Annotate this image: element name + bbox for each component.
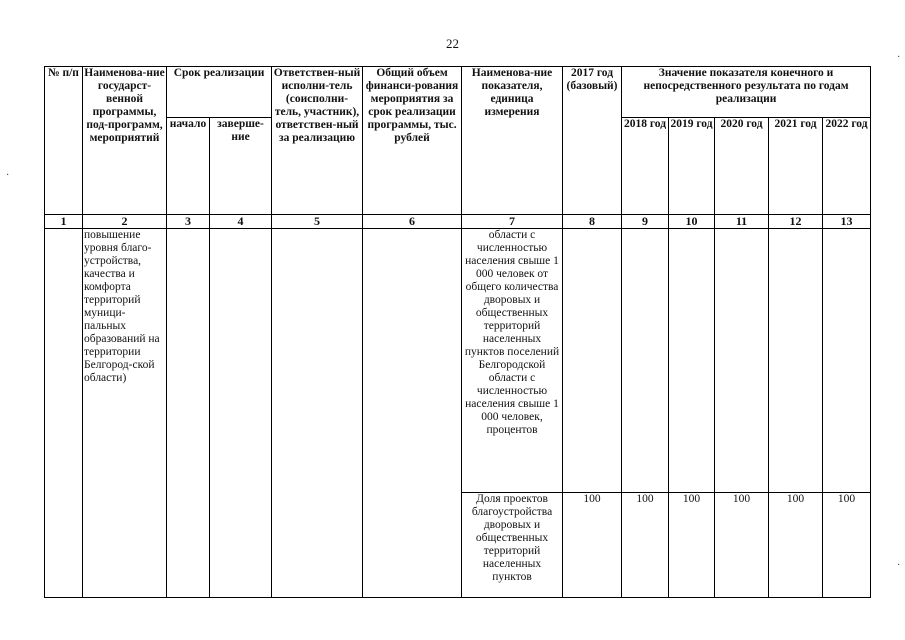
column-number-row [45, 215, 871, 229]
cell-funding [363, 229, 462, 598]
cell-value-2018: 100 [622, 493, 669, 598]
header-term: Срок реализации [167, 67, 272, 118]
margin-mark: · [897, 560, 901, 571]
cell-value-2020: 100 [715, 493, 769, 598]
cell-value-2018 [622, 229, 669, 493]
column-number: 13 [823, 215, 871, 229]
cell-indicator: области с численностью населения свыше 1 000 человек от общего количества дворовых и общественных территорий населенных пунктов поселений Белгородской области с численностью населения свыше 1 000 человек, процентов [462, 229, 563, 493]
cell-program-name: повышение уровня благо-устройства, качества и комфорта территорий муници-пальных образований на территории Белгород-ской области) [83, 229, 167, 598]
cell-base-year: 100 [563, 493, 622, 598]
header-responsible: Ответствен-ный исполни-тель (соисполни-тель, участник), ответствен-ный за реализацию [272, 67, 363, 215]
margin-mark: · [6, 170, 10, 181]
column-number: 4 [210, 215, 272, 229]
column-number: 3 [167, 215, 210, 229]
header-year-2022: 2022 год [823, 118, 871, 215]
program-table [44, 66, 871, 598]
header-end: заверше-ние [210, 118, 272, 215]
cell-responsible [272, 229, 363, 598]
column-number: 12 [769, 215, 823, 229]
cell-base-year [563, 229, 622, 493]
header-base-year: 2017 год (базовый) [563, 67, 622, 215]
header-year-2020: 2020 год [715, 118, 769, 215]
column-number: 5 [272, 215, 363, 229]
header-indicator: Наименова-ние показателя, единица измерения [462, 67, 563, 215]
header-year-2019: 2019 год [669, 118, 715, 215]
header-year-2018: 2018 год [622, 118, 669, 215]
cell-value-2019: 100 [669, 493, 715, 598]
column-number: 9 [622, 215, 669, 229]
column-number: 8 [563, 215, 622, 229]
column-number: 10 [669, 215, 715, 229]
cell-value-2021: 100 [769, 493, 823, 598]
cell-value-2022 [823, 229, 871, 493]
cell-value-2019 [669, 229, 715, 493]
cell-value-2022: 100 [823, 493, 871, 598]
header-funding: Общий объем финанси-рования мероприятия за срок реализации программы, тыс. рублей [363, 67, 462, 215]
header-values: Значение показателя конечного и непосредственного результата по годам реализации [622, 67, 871, 118]
column-number: 1 [45, 215, 83, 229]
cell-number [45, 229, 83, 598]
column-number: 6 [363, 215, 462, 229]
header-number: № п/п [45, 67, 83, 215]
cell-indicator: Доля проектов благоустройства дворовых и общественных территорий населенных пунктов [462, 493, 563, 598]
cell-value-2021 [769, 229, 823, 493]
margin-mark: · [897, 52, 901, 63]
cell-end [210, 229, 272, 598]
header-program-name: Наименова-ние государст-венной программы, под-программ, мероприятий [83, 67, 167, 215]
page-number: 22 [446, 36, 459, 51]
column-number: 11 [715, 215, 769, 229]
column-number: 2 [83, 215, 167, 229]
column-number: 7 [462, 215, 563, 229]
table-row [45, 229, 871, 493]
cell-value-2020 [715, 229, 769, 493]
header-year-2021: 2021 год [769, 118, 823, 215]
header-start: начало [167, 118, 210, 215]
cell-start [167, 229, 210, 598]
